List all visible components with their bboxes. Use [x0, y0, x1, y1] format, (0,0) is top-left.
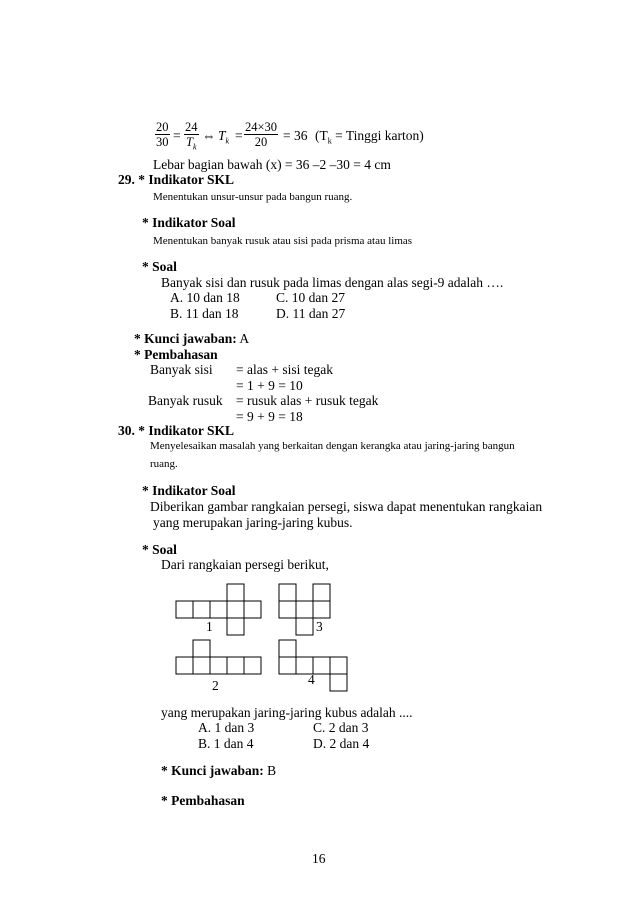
q29-option-d: D. 11 dan 27: [276, 306, 346, 321]
square: [279, 601, 296, 618]
arrangement-1: [176, 584, 261, 635]
q29-skl-text: Menentukan unsur-unsur pada bangun ruang.: [153, 191, 353, 203]
fraction-denominator: $T_k$: [185, 135, 197, 152]
square: [227, 618, 244, 635]
square: [330, 674, 347, 691]
square: [176, 657, 193, 674]
fraction-denominator: 20: [254, 135, 268, 149]
q30-option-d: D. 2 dan 4: [313, 736, 370, 751]
square: [313, 601, 330, 618]
square: [193, 601, 210, 618]
q30-question: Dari rangkaian persegi berikut,: [161, 557, 329, 572]
q29-question: Banyak sisi dan rusuk pada limas dengan alas segi-9 adalah ….: [161, 275, 504, 290]
q29-rusuk-line2: = 9 + 9 = 18: [236, 409, 303, 424]
figure-label-2: 2: [212, 678, 219, 693]
fraction-numerator: 24: [185, 120, 198, 134]
fraction-numerator: 20: [156, 120, 169, 134]
q30-kunci-jawaban: * Kunci jawaban: B: [161, 763, 277, 778]
q29-sisi-line1: = alas + sisi tegak: [236, 362, 333, 377]
square: [193, 640, 210, 657]
square: [279, 657, 296, 674]
q29-sisi-line2: = 1 + 9 = 10: [236, 378, 303, 393]
formula-result: = 36: [283, 128, 308, 143]
q29-indikator-soal-text: Menentukan banyak rusuk atau sisi pada prisma atau limas: [153, 235, 413, 247]
page-number: 16: [312, 851, 326, 866]
q30-skl-text-line1: Menyelesaikan masalah yang berkaitan dengan kerangka atau jaring-jaring bangun: [150, 440, 515, 452]
q30-option-c: C. 2 dan 3: [313, 720, 369, 735]
figure-label-1: 1: [206, 619, 213, 634]
square: [279, 640, 296, 657]
q30-indikator-soal-line2: yang merupakan jaring-jaring kubus.: [153, 515, 353, 530]
square: [193, 657, 210, 674]
tk-variable: $T_k$: [218, 128, 230, 146]
square: [313, 584, 330, 601]
square: [244, 657, 261, 674]
square: [330, 657, 347, 674]
q29-option-c: C. 10 dan 27: [276, 290, 345, 305]
q29-rusuk-line1: = rusuk alas + rusuk tegak: [236, 393, 379, 408]
fraction-denominator: 30: [156, 135, 169, 149]
q30-indikator-soal-line1: Diberikan gambar rangkaian persegi, siswa dapat menentukan rangkaian: [150, 499, 543, 514]
iff-symbol: ⇔: [202, 128, 216, 143]
q29-option-a: A. 10 dan 18: [170, 290, 240, 305]
square: [244, 601, 261, 618]
equals-sign: =: [235, 128, 243, 143]
q30-question2: yang merupakan jaring-jaring kubus adalah ....: [161, 705, 413, 720]
equals-sign: =: [173, 128, 181, 143]
fraction-numerator: 24×30: [245, 120, 278, 134]
q30-skl-text-line2: ruang.: [150, 458, 178, 470]
square: [176, 601, 193, 618]
q30-indikator-soal-heading: * Indikator Soal: [142, 483, 236, 498]
q30-option-b: B. 1 dan 4: [198, 736, 254, 751]
figure-label-4: 4: [308, 672, 315, 687]
square: [279, 584, 296, 601]
square: [210, 601, 227, 618]
q29-soal-label: * Soal: [142, 259, 177, 274]
figure-label-3: 3: [316, 619, 323, 634]
square: [227, 657, 244, 674]
q30-heading: 30. * Indikator SKL: [118, 423, 235, 438]
q30-option-a: A. 1 dan 3: [198, 720, 255, 735]
square: [227, 601, 244, 618]
lebar-line: Lebar bagian bawah (x) = 36 –2 –30 = 4 cm: [153, 157, 391, 172]
formula-note: ($T_k$ = Tinggi karton): [315, 128, 424, 146]
square: [296, 618, 313, 635]
q30-pembahasan-label: * Pembahasan: [161, 793, 245, 808]
square: [313, 657, 330, 674]
q29-kunci-jawaban: * Kunci jawaban: A: [134, 331, 250, 346]
arrangement-2: [176, 640, 261, 674]
q30-soal-label: * Soal: [142, 542, 177, 557]
q29-rusuk-label: Banyak rusuk: [148, 393, 223, 408]
q29-option-b: B. 11 dan 18: [170, 306, 239, 321]
q29-indikator-soal-heading: * Indikator Soal: [142, 215, 236, 230]
square: [210, 657, 227, 674]
square: [227, 584, 244, 601]
q29-sisi-label: Banyak sisi: [150, 362, 213, 377]
q29-heading: 29. * Indikator SKL: [118, 172, 235, 187]
square: [296, 601, 313, 618]
q29-pembahasan-label: * Pembahasan: [134, 347, 218, 362]
